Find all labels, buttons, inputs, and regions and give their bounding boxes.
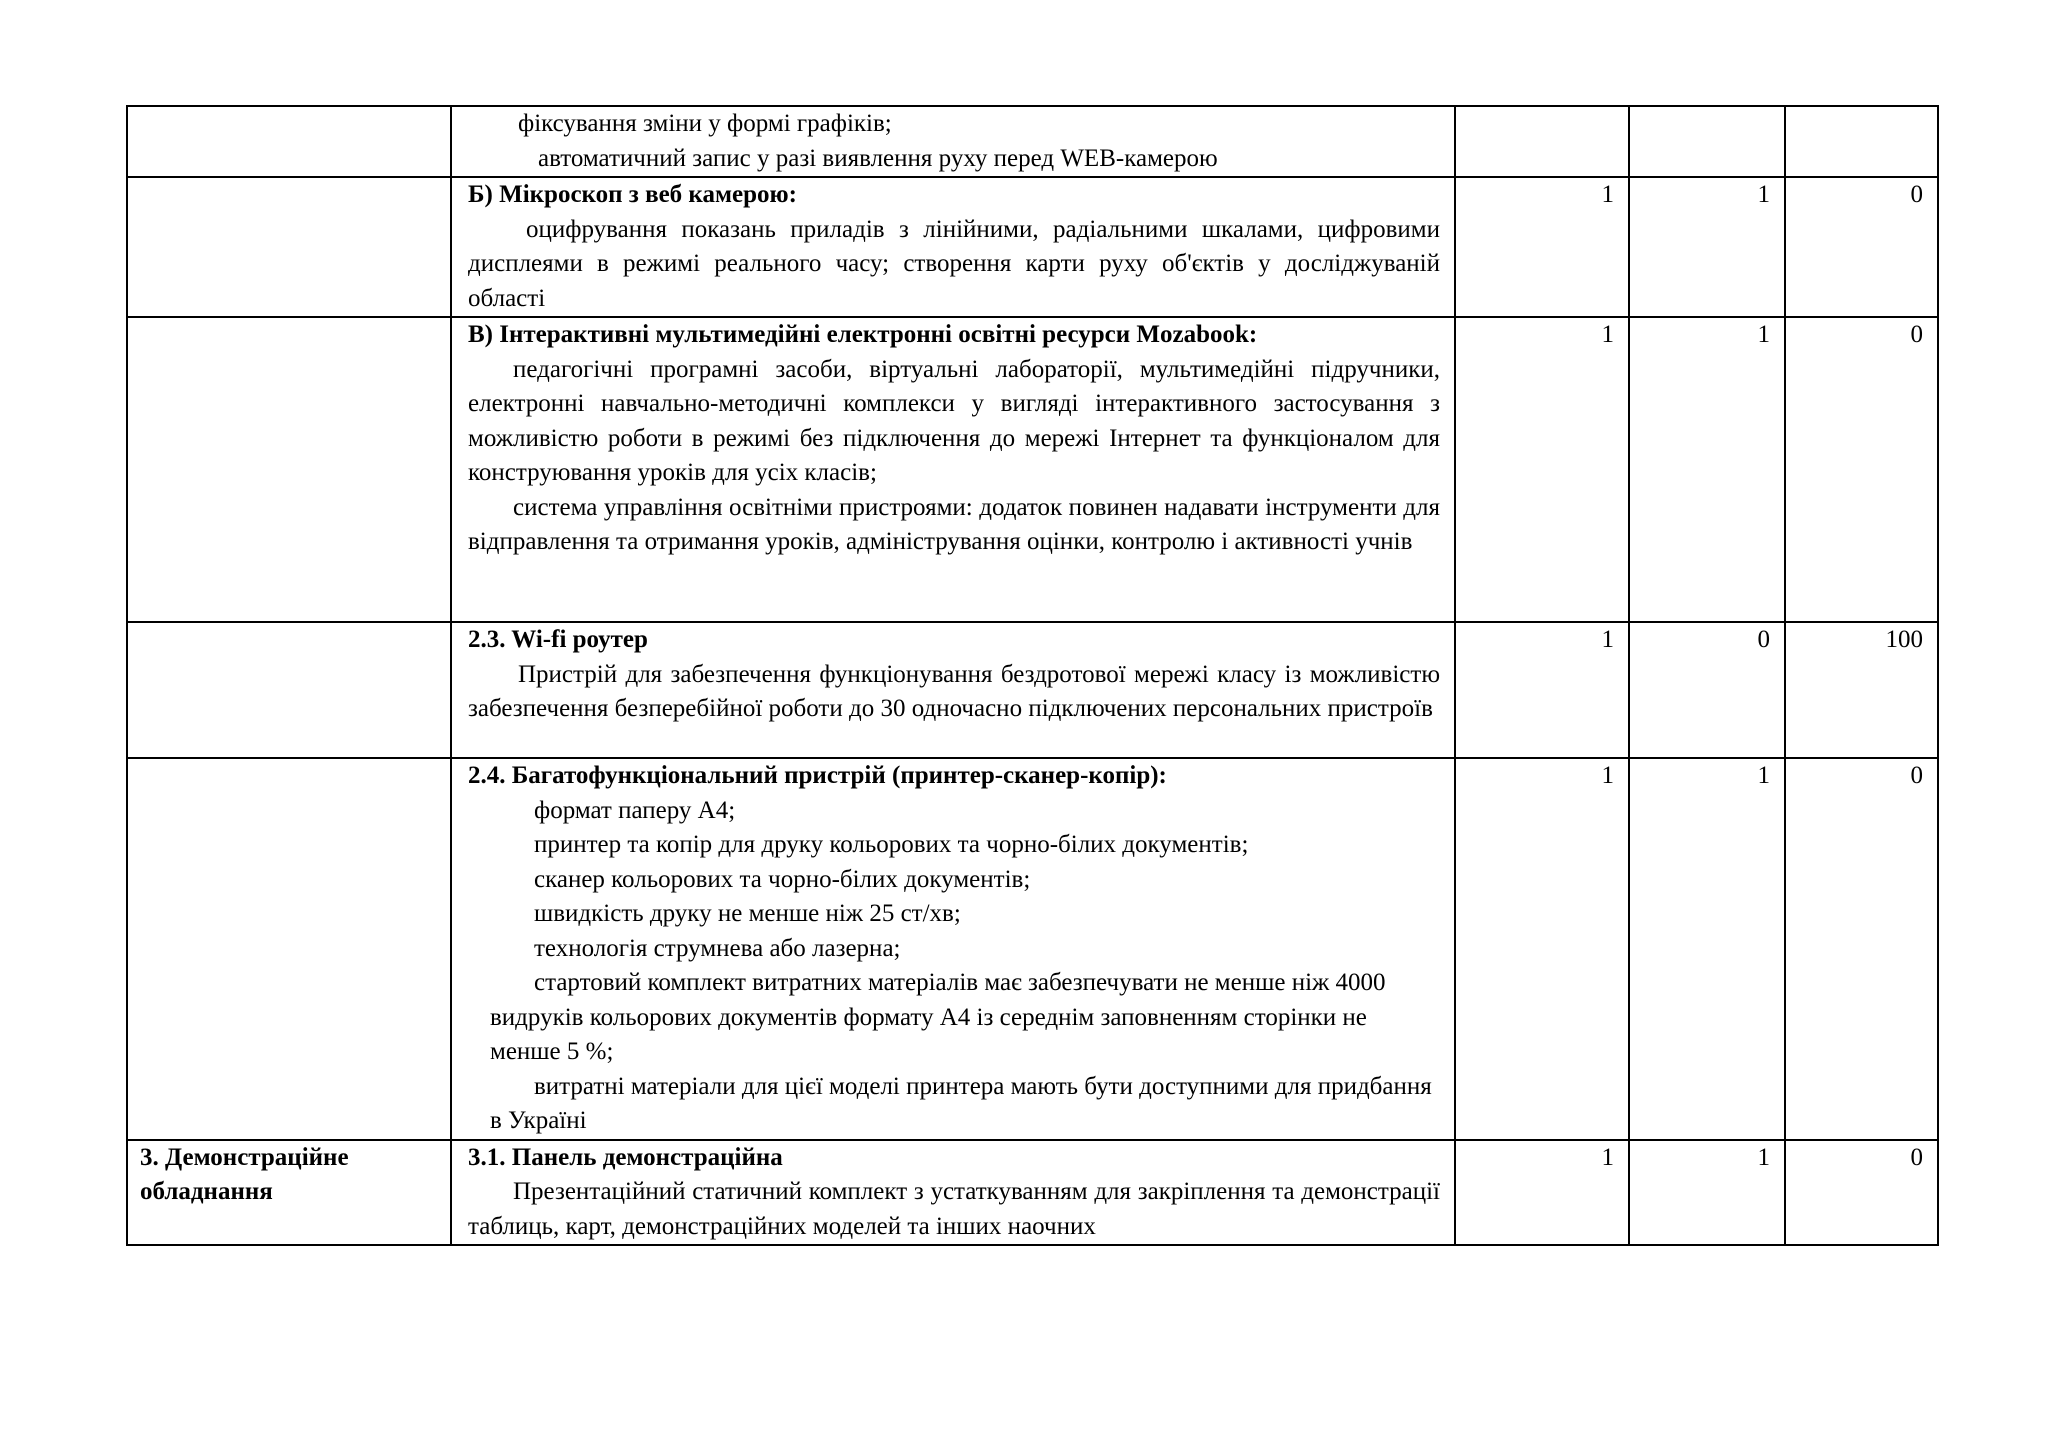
item-paragraph: система управління освітніми пристроями: додаток повинен надавати інструменти для відправлення та отримання уроків, адміністрування оцінки, контролю і активності учнів [468, 493, 1440, 555]
category-cell [127, 106, 451, 177]
category-cell [127, 758, 451, 1140]
quantity-cell [1629, 106, 1785, 177]
table-row [127, 317, 1938, 622]
item-description: оцифрування показань приладів з лінійними, радіальними шкалами, цифровими дисплеями в режимі реального часу; створення карти руху об'єктів у досліджуваній області [468, 215, 1440, 312]
description-line: автоматичний запис у разі виявлення руху перед WEB-камерою [538, 144, 1218, 172]
category-cell [127, 177, 451, 317]
quantity-cell: 1 [1455, 317, 1629, 622]
quantity-cell: 0 [1629, 622, 1785, 758]
description-cell [451, 622, 1455, 758]
category-cell [127, 317, 451, 622]
item-heading: В) Інтерактивні мультимедійні електронні освітні ресурси Mozabook: [468, 321, 1258, 348]
spec-line: формат паперу А4; [534, 796, 736, 824]
item-heading: Б) Мікроскоп з веб камерою: [468, 181, 797, 208]
quantity-cell: 0 [1785, 758, 1938, 1140]
description-cell [451, 1140, 1455, 1246]
table-row [127, 758, 1938, 1140]
table-row [127, 177, 1938, 317]
description-cell [451, 177, 1455, 317]
description-cell [451, 106, 1455, 177]
description-cell [451, 758, 1455, 1140]
quantity-cell: 1 [1455, 758, 1629, 1140]
item-description: Презентаційний статичний комплект з устаткуванням для закріплення та демонстрації таблиць, карт, демонстраційних моделей та інших наочних [468, 1178, 1440, 1240]
quantity-cell: 0 [1785, 1140, 1938, 1246]
quantity-cell: 1 [1455, 177, 1629, 317]
spec-line: технологія струмнева або лазерна; [534, 934, 901, 962]
quantity-cell [1785, 106, 1938, 177]
quantity-cell: 0 [1785, 317, 1938, 622]
spec-line: принтер та копір для друку кольорових та чорно-білих документів; [534, 831, 1249, 858]
spec-line: стартовий комплект витратних матеріалів має забезпечувати не менше ніж 4000 видруків кольорових документів формату А4 із середнім заповненням сторінки не менше 5 %; [490, 969, 1386, 1065]
quantity-cell: 100 [1785, 622, 1938, 758]
quantity-cell: 1 [1629, 177, 1785, 317]
category-cell: 3. Демонстраційне обладнання [127, 1140, 451, 1246]
item-paragraph: педагогічні програмні засоби, віртуальні лабораторії, мультимедійні підручники, електронні навчально-методичні комплекси у вигляді інтерактивного застосування з можливістю роботи в режимі без підключення до мережі Інтернет та функціоналом для конструювання уроків для усіх класів; [468, 355, 1440, 486]
item-heading: 3.1. Панель демонстраційна [468, 1143, 783, 1171]
quantity-cell: 1 [1629, 317, 1785, 622]
quantity-cell [1455, 106, 1629, 177]
table-row [127, 1140, 1938, 1246]
quantity-cell: 1 [1455, 622, 1629, 758]
quantity-cell: 1 [1455, 1140, 1629, 1246]
quantity-cell: 0 [1785, 177, 1938, 317]
table-row [127, 622, 1938, 758]
equipment-table [126, 105, 1939, 1246]
description-cell [451, 317, 1455, 622]
item-heading: 2.4. Багатофункціональний пристрій (принтер-сканер-копір): [468, 762, 1167, 789]
spec-line: швидкість друку не менше ніж 25 ст/хв; [534, 900, 961, 927]
description-line: фіксування зміни у формі графіків; [518, 110, 892, 137]
spec-line: сканер кольорових та чорно-білих документів; [534, 865, 1031, 893]
spec-line: витратні матеріали для цієї моделі принтера мають бути доступними для придбання в Україні [490, 1072, 1432, 1134]
item-heading: 2.3. Wi-fi роутер [468, 626, 648, 653]
quantity-cell: 1 [1629, 758, 1785, 1140]
item-description: Пристрій для забезпечення функціонування бездротової мережі класу із можливістю забезпечення безперебійної роботи до 30 одночасно підключених персональних пристроїв [468, 660, 1440, 722]
table-row [127, 106, 1938, 177]
quantity-cell: 1 [1629, 1140, 1785, 1246]
category-cell [127, 622, 451, 758]
